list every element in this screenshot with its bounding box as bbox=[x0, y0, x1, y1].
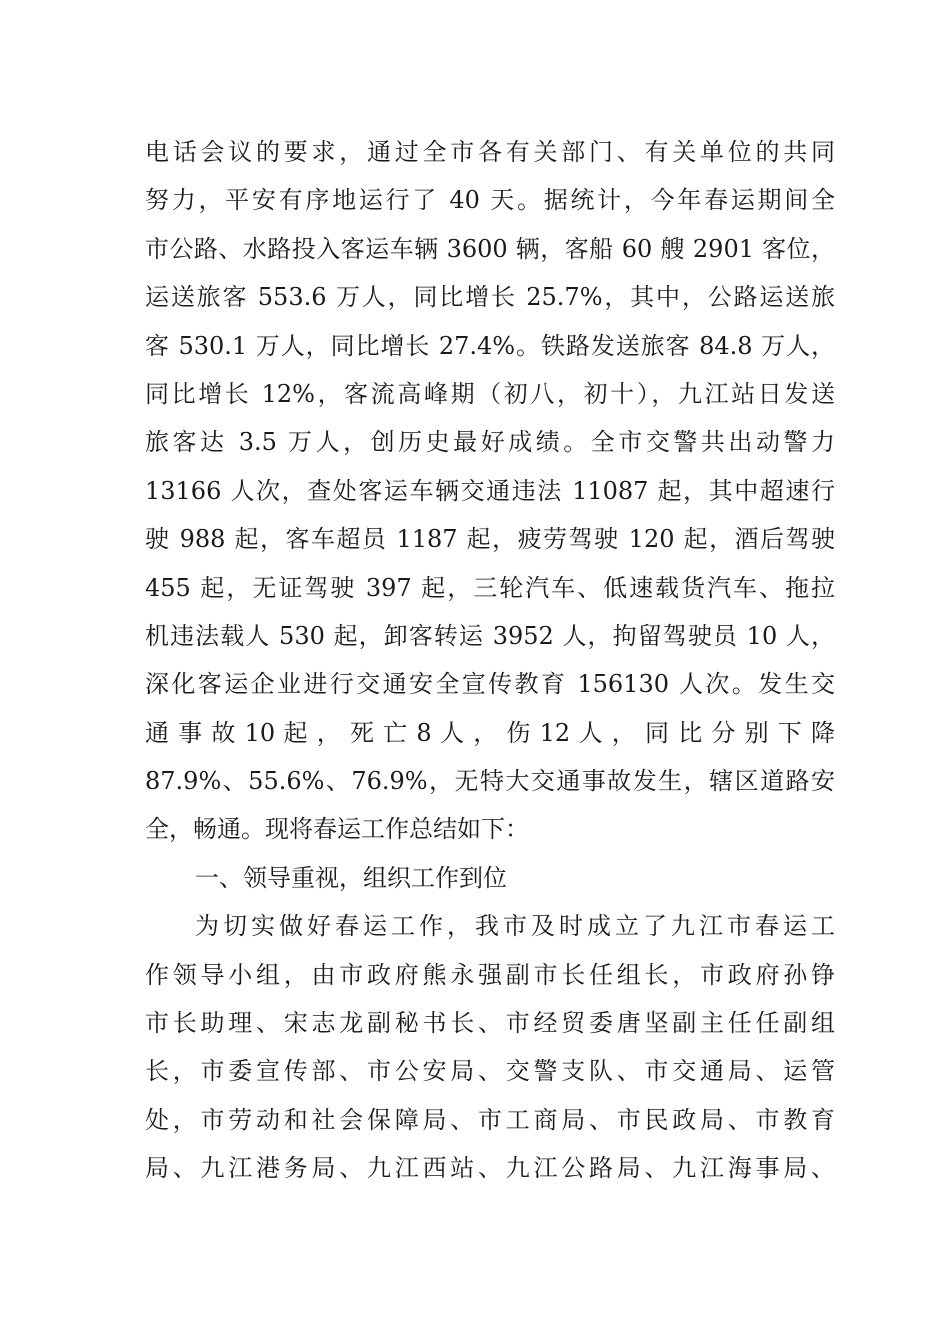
text-line-1: 电话会议的要求，通过全市各有关部门、有关单位的共同 bbox=[145, 138, 835, 166]
text-line-17: 为切实做好春运工作，我市及时成立了九江市春运工 bbox=[195, 912, 835, 941]
text-line-9: 驶 988 起，客车超员 1187 起，疲劳驾驶 120 起，酒后驾驶 bbox=[145, 525, 835, 554]
text-line-13: 通 事 故 10 起 ， 死 亡 8 人 ， 伤 12 人 ， 同 比 分 别 下 降 bbox=[145, 718, 835, 747]
text-line-18: 作领导小组，由市政府熊永强副市长任组长，市政府孙铮 bbox=[145, 960, 835, 989]
text-line-19: 市长助理、宋志龙副秘书长、市经贸委唐坚副主任任副组 bbox=[145, 1009, 835, 1038]
text-line-21: 处，市劳动和社会保障局、市工商局、市民政局、市教育 bbox=[145, 1105, 835, 1134]
text-line-11: 机违法载人 530 起，卸客转运 3952 人，拘留驾驶员 10 人， bbox=[145, 621, 835, 650]
section-heading: 一、领导重视，组织工作到位 bbox=[195, 863, 507, 892]
text-line-14: 87.9%、55.6%、76.9%，无特大交通事故发生，辖区道路安 bbox=[145, 767, 835, 796]
text-line-12: 深化客运企业进行交通安全宣传教育 156130 人次。发生交 bbox=[145, 670, 835, 699]
text-line-7: 旅客达 3.5 万人，创历史最好成绩。全市交警共出动警力 bbox=[145, 428, 835, 457]
text-line-20: 长，市委宣传部、市公安局、交警支队、市交通局、运管 bbox=[145, 1057, 835, 1086]
text-line-4: 运送旅客 553.6 万人，同比增长 25.7%，其中，公路运送旅 bbox=[145, 283, 835, 312]
text-line-3: 市公路、水路投入客运车辆 3600 辆，客船 60 艘 2901 客位， bbox=[145, 234, 835, 263]
text-line-22: 局、九江港务局、九江西站、九江公路局、九江海事局、 bbox=[145, 1154, 835, 1183]
text-line-6: 同比增长 12%，客流高峰期（初八，初十），九江站日发送 bbox=[145, 379, 835, 408]
document-body bbox=[145, 128, 835, 1193]
text-line-15: 全，畅通。现将春运工作总结如下： bbox=[145, 815, 529, 844]
text-line-8: 13166 人次，查处客运车辆交通违法 11087 起，其中超速行 bbox=[145, 476, 835, 505]
text-line-10: 455 起，无证驾驶 397 起，三轮汽车、低速载货汽车、拖拉 bbox=[145, 573, 835, 602]
text-line-2: 努力，平安有序地运行了 40 天。据统计，今年春运期间全 bbox=[145, 186, 835, 215]
text-line-5: 客 530.1 万人，同比增长 27.4%。铁路发送旅客 84.8 万人， bbox=[145, 331, 835, 360]
